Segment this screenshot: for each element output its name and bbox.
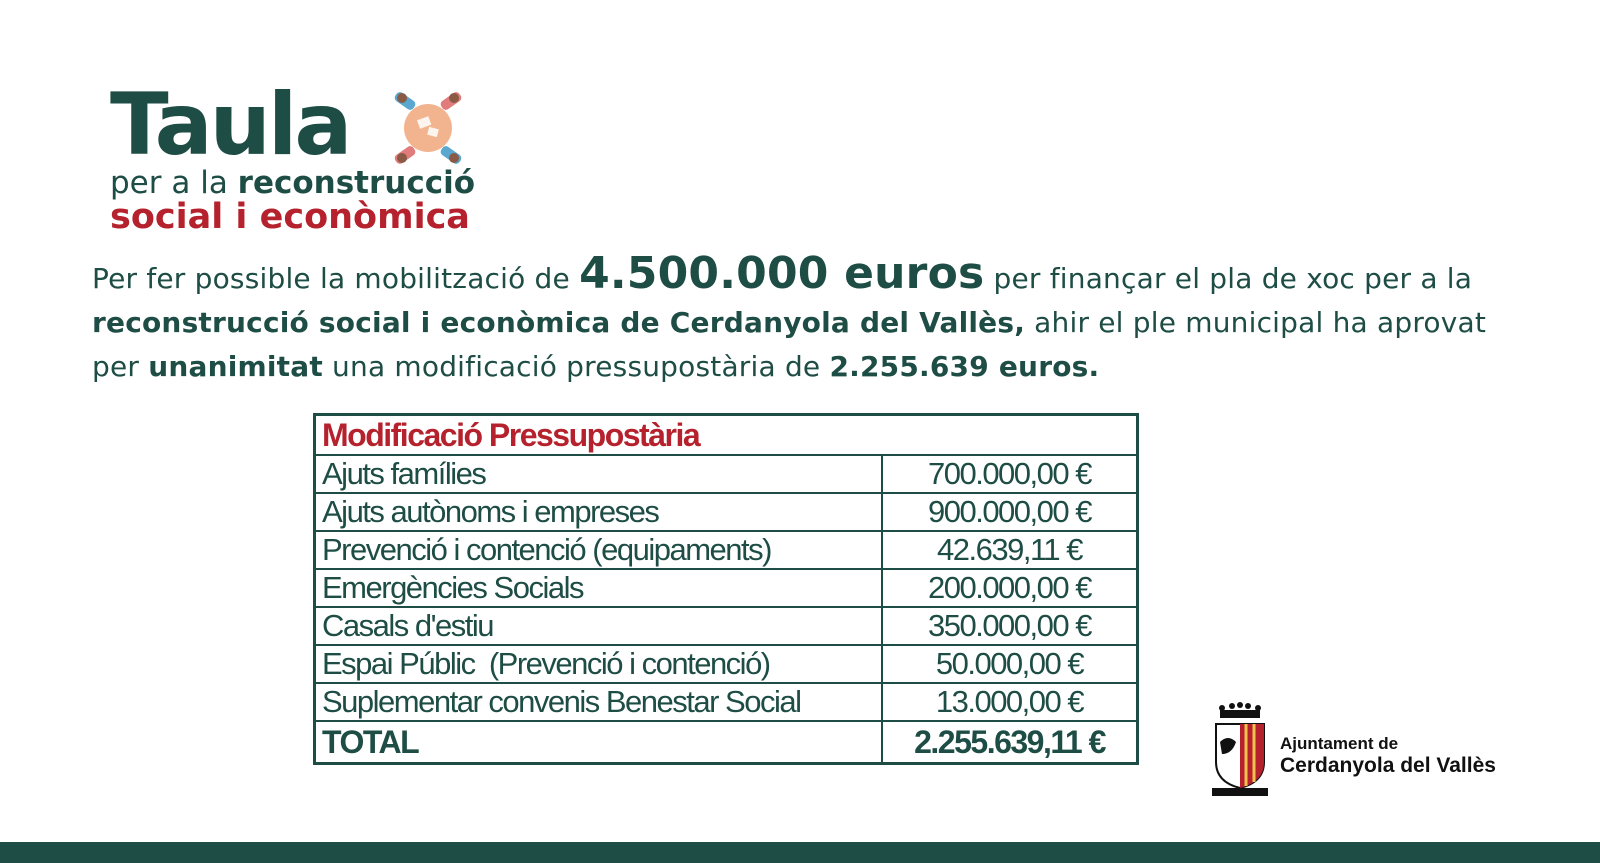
table-row: [315, 683, 1138, 721]
intro-amount-big: 4.500.000 euros: [579, 248, 985, 299]
table-row: [315, 493, 1138, 531]
taula-logo: [110, 75, 510, 242]
row-label: Casals d'estiu: [315, 607, 883, 645]
table-row: [315, 531, 1138, 569]
total-label: TOTAL: [315, 721, 883, 764]
hands-around-table-icon: [388, 88, 468, 168]
intro-text-4: una modificació pressupostària de: [322, 350, 830, 383]
intro-bold-2: unanimitat: [148, 350, 323, 383]
row-amount: 50.000,00 €: [882, 645, 1138, 683]
intro-text-2: per finançar el pla de xoc per a la: [984, 262, 1473, 295]
row-label: Ajuts famílies: [315, 455, 883, 493]
logo-subtitle-light: per a la: [110, 165, 238, 201]
row-amount: 42.639,11 €: [882, 531, 1138, 569]
council-logo: [1208, 702, 1528, 798]
footer-bar: [0, 842, 1600, 863]
row-amount: 13.000,00 €: [882, 683, 1138, 721]
table-row: [315, 607, 1138, 645]
table-row: [315, 645, 1138, 683]
intro-text-3: ahir el ple municipal ha aprovat per: [92, 306, 1487, 383]
intro-bold-3: 2.255.639 euros.: [829, 350, 1100, 383]
intro-paragraph: [92, 248, 1512, 389]
total-amount: 2.255.639,11 €: [882, 721, 1138, 764]
row-amount: 700.000,00 €: [882, 455, 1138, 493]
logo-subtitle-bold: reconstrucció: [237, 165, 476, 201]
intro-bold-1: reconstrucció social i econòmica de Cerdanyola del Vallès,: [92, 306, 1026, 339]
logo-subtitle-red: social i econòmica: [110, 197, 470, 237]
budget-table: [313, 413, 1139, 765]
row-amount: 350.000,00 €: [882, 607, 1138, 645]
table-row: [315, 455, 1138, 493]
row-label: Suplementar convenis Benestar Social: [315, 683, 883, 721]
logo-subtitle: [110, 165, 476, 201]
row-label: Prevenció i contenció (equipaments): [315, 531, 883, 569]
city-coat-of-arms-icon: [1208, 702, 1272, 798]
table-total-row: [315, 721, 1138, 764]
row-label: Ajuts autònoms i empreses: [315, 493, 883, 531]
logo-title: Taula: [110, 75, 350, 175]
council-name-line2: Cerdanyola del Vallès: [1280, 754, 1496, 777]
row-label: Espai Públic (Prevenció i contenció): [315, 645, 883, 683]
table-row: [315, 569, 1138, 607]
table-header: Modificació Pressupostària: [315, 415, 1138, 456]
intro-text-1: Per fer possible la mobilització de: [92, 262, 580, 295]
row-amount: 200.000,00 €: [882, 569, 1138, 607]
council-name-line1: Ajuntament de: [1280, 734, 1399, 753]
row-amount: 900.000,00 €: [882, 493, 1138, 531]
row-label: Emergències Socials: [315, 569, 883, 607]
table-header-row: [315, 415, 1138, 456]
